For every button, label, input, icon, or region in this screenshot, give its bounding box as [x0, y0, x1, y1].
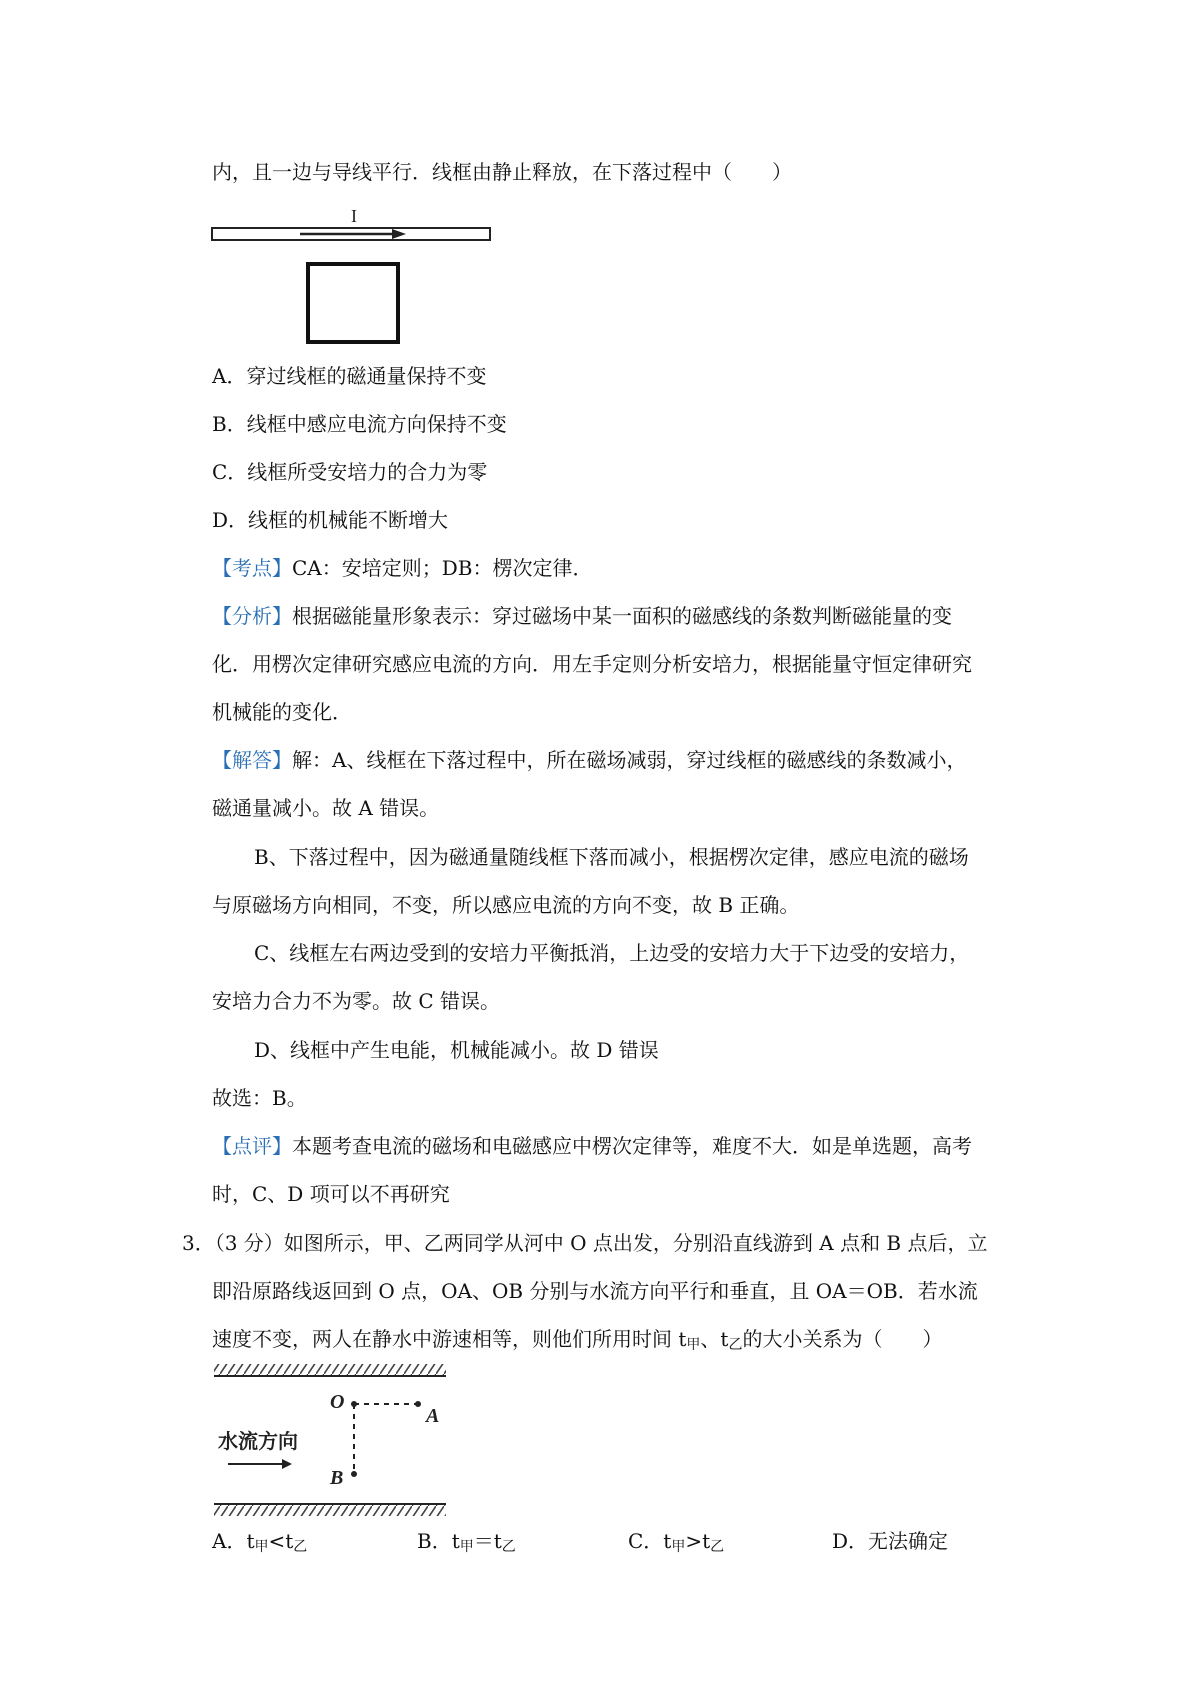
q2-jieda-line-6: 安培力合力不为零。故 C 错误。: [212, 989, 501, 1013]
q2-jieda-line-5: C、线框左右两边受到的安培力平衡抵消，上边受的安培力大于下边受的安培力，: [254, 941, 970, 965]
upper-bank-hatch: [214, 1364, 446, 1376]
q2-fenxi-line-3: 机械能的变化．: [212, 700, 352, 724]
q2-option-d: D．线框的机械能不断增大: [212, 508, 449, 532]
fenxi-tag: 【分析】: [212, 604, 292, 628]
fenxi-text-1: 根据磁能量形象表示：穿过磁场中某一面积的磁感线的条数判断磁能量的变: [292, 604, 952, 628]
wire-loop-figure: [210, 204, 500, 344]
label-o: O: [330, 1391, 345, 1413]
q2-dianping-line-1: [212, 1132, 972, 1160]
q3-option-a: A．$t_甲<t_乙$: [212, 1529, 308, 1555]
kaodian-tag: 【考点】: [212, 556, 292, 580]
lower-bank-hatch: [214, 1504, 446, 1516]
dianping-text-1: 本题考查电流的磁场和电磁感应中楞次定律等，难度不大．如是单选题，高考: [292, 1134, 972, 1158]
label-a: A: [426, 1405, 440, 1427]
square-loop: [308, 264, 398, 342]
q2-jieda-line-7: D、线框中产生电能，机械能减小。故 D 错误: [254, 1038, 659, 1062]
point-b: [351, 1471, 357, 1477]
jieda-tag: 【解答】: [212, 748, 292, 772]
q2-jieda-line-1: [212, 746, 966, 774]
point-o: [351, 1401, 357, 1407]
jieda-text-1: 解：A、线框在下落过程中，所在磁场减弱，穿过线框的磁感线的条数减小，: [292, 748, 967, 772]
q3-line-3: 速度不变，两人在静水中游速相等，则他们所用时间 $t_甲$、$t_乙$的大小关系为（ ）: [212, 1327, 943, 1353]
q2-option-c: C．线框所受安培力的合力为零: [212, 460, 488, 484]
q3-option-d: D．无法确定: [832, 1529, 949, 1553]
q2-dianping-line-2: 时，C、D 项可以不再研究: [212, 1182, 450, 1206]
q2-stem-end: 内，且一边与导线平行．线框由静止释放，在下落过程中（ ）: [212, 160, 792, 184]
current-arrow-head: [392, 229, 406, 239]
q2-jieda-line-3: B、下落过程中，因为磁通量随线框下落而减小，根据楞次定律，感应电流的磁场: [254, 845, 969, 869]
q2-jieda-line-2: 磁通量减小。故 A 错误。: [212, 796, 440, 820]
flow-arrow-head: [282, 1459, 292, 1469]
q3-option-b: B．$t_甲=t_乙$: [417, 1529, 516, 1555]
point-a: [415, 1401, 421, 1407]
q2-kaodian: [212, 554, 592, 582]
q2-option-b: B．线框中感应电流方向保持不变: [212, 412, 507, 436]
label-b: B: [330, 1467, 344, 1489]
flow-label: 水流方向: [218, 1429, 298, 1453]
q2-option-a: A．穿过线框的磁通量保持不变: [212, 364, 487, 388]
q2-jieda-line-8: 故选：B。: [212, 1086, 307, 1110]
q3-line-1: 3．（3 分）如图所示，甲、乙两同学从河中 O 点出发，分别沿直线游到 A 点和 B 点后，立: [182, 1231, 988, 1255]
q2-fenxi-line-2: 化．用楞次定律研究感应电流的方向．用左手定则分析安培力，根据能量守恒定律研究: [212, 652, 972, 676]
river-figure: [212, 1362, 448, 1518]
q3-line-2: 即沿原路线返回到 O 点，OA、OB 分别与水流方向平行和垂直，且 OA＝OB．若水流: [212, 1279, 978, 1303]
q3-options: [212, 1527, 948, 1561]
q3-option-c: C．$t_甲>t_乙$: [628, 1529, 725, 1555]
dianping-tag: 【点评】: [212, 1134, 292, 1158]
current-label: I: [351, 206, 357, 226]
kaodian-text: CA：安培定则；DB：楞次定律．: [292, 556, 593, 580]
q2-fenxi-line-1: [212, 602, 952, 630]
q2-jieda-line-4: 与原磁场方向相同，不变，所以感应电流的方向不变，故 B 正确。: [212, 893, 800, 917]
